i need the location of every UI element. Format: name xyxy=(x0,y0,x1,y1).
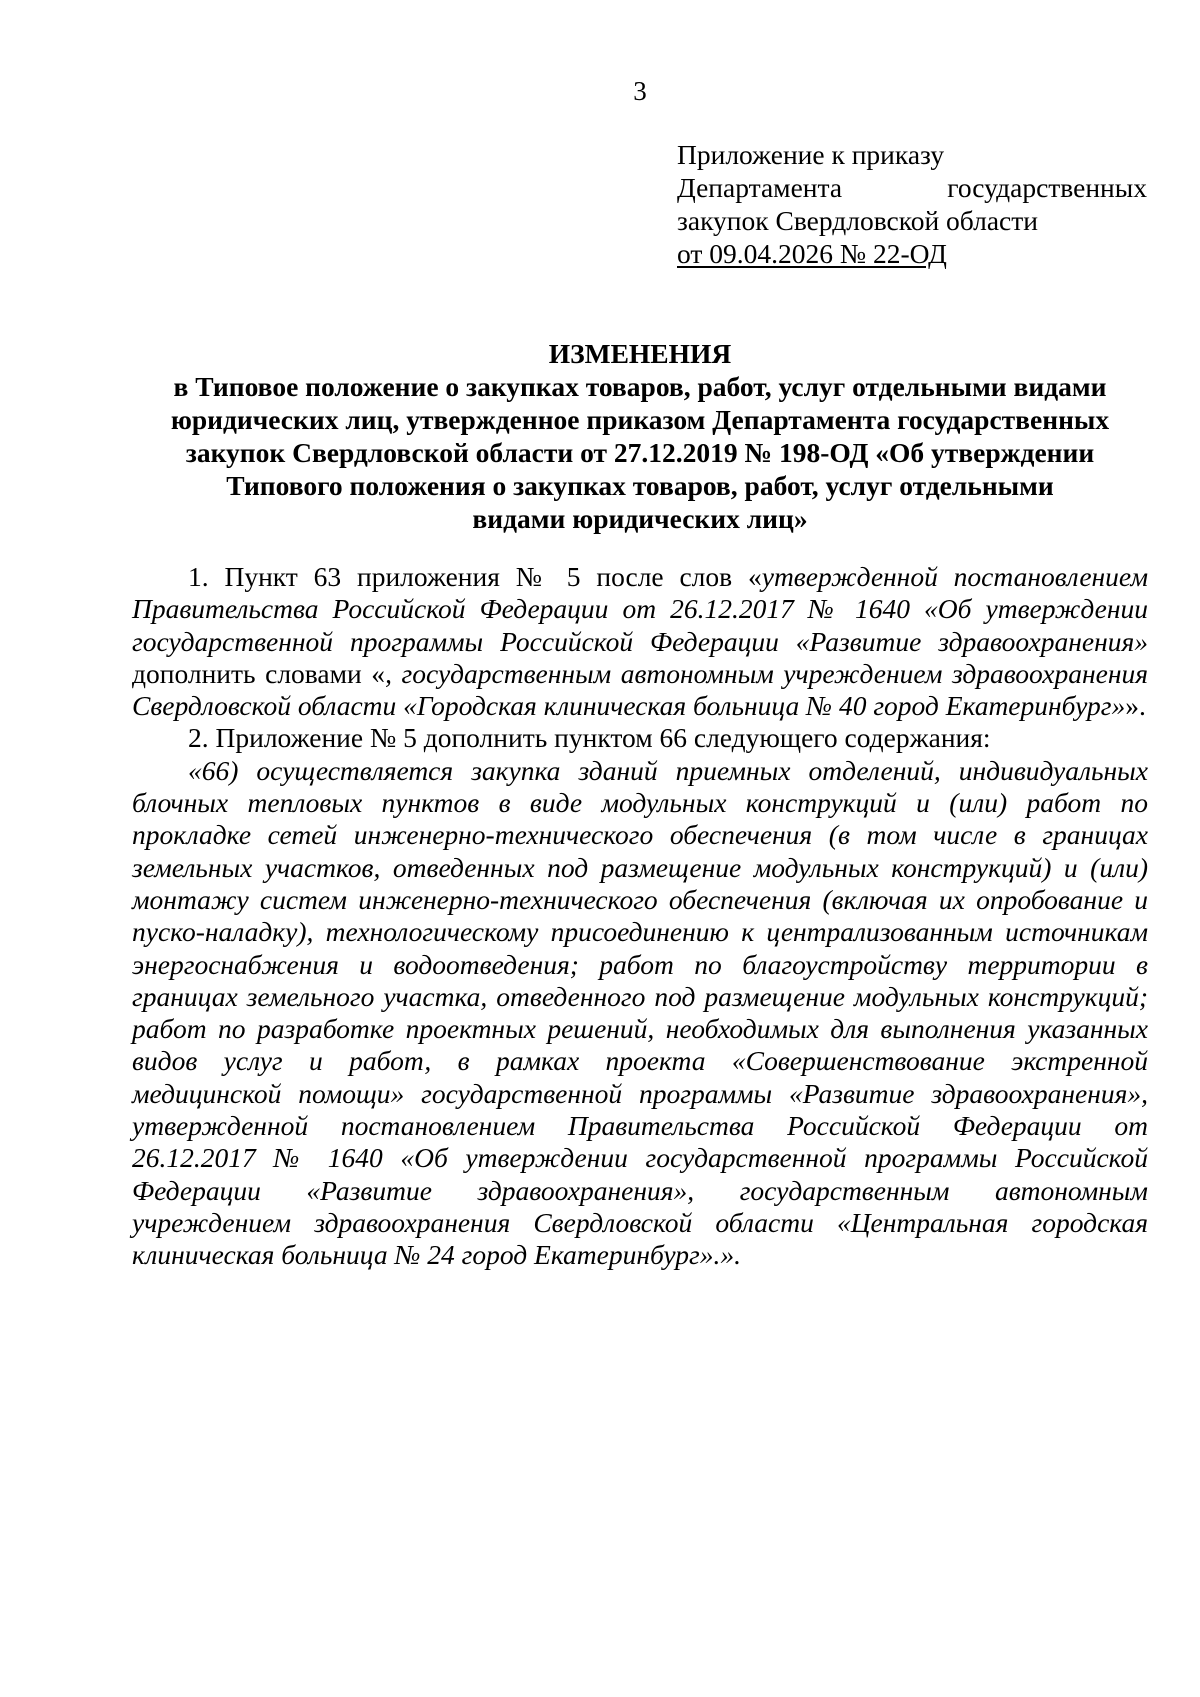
paragraph-item-66: «66) осуществляется закупка зданий приемных отделений, индивидуальных блочных тепловых пунктов в виде модульных конструкций и (или) работ по прокладке сетей инженерно-технического обеспечения (в том числе в границах земельных участков, отведенных под размещение модульных конструкций) и (или) монтажу систем инженерно-технического обеспечения (включая их опробование и пуско-наладку), технологическому присоединению к централизованным источникам энергоснабжения и водоотведения; работ по благоустройству территории в границах земельного участка, отведенного под размещение модульных конструкций; работ по разработке проектных решений, необходимых для выполнения указанных видов услуг и работ, в рамках проекта «Совершенствование экстренной медицинской помощи» государственной программы «Развитие здравоохранения», утвержденной постановлением Правительства Российской Федерации от 26.12.2017 № 1640 «Об утверждении государственной программы Российской Федерации «Развитие здравоохранения», государственным автономным учреждением здравоохранения Свердловской области «Центральная городская клиническая больница № 24 город Екатеринбург».». xyxy=(132,754,1148,1271)
title-heading: ИЗМЕНЕНИЯ xyxy=(548,338,732,369)
title-line-3: закупок Свердловской области от 27.12.2019 № 198-ОД «Об утверждении xyxy=(185,437,1095,468)
appendix-line-3: закупок Свердловской области xyxy=(677,205,1038,236)
title-line-5: видами юридических лиц» xyxy=(472,503,808,534)
item-1-end: ». xyxy=(1125,690,1146,722)
title-line-1: в Типовое положение о закупках товаров, работ, услуг отдельными видами xyxy=(173,371,1107,402)
page-number: 3 xyxy=(633,76,647,106)
item-1-middle: дополнить словами « xyxy=(132,657,386,689)
item-1-inserted-words: , государственным автономным учреждением здравоохранения Свердловской области «Городская клиническая больница № 40 город Екатеринбург» xyxy=(132,657,1148,722)
appendix-line-2: Департамента государственных xyxy=(677,172,1147,203)
appendix-line-1: Приложение к приказу xyxy=(677,139,945,170)
document-title xyxy=(130,337,1150,535)
title-line-4: Типового положения о закупках товаров, работ, услуг отдельными xyxy=(226,470,1054,501)
title-line-2: юридических лиц, утвержденное приказом Департамента государственных xyxy=(170,404,1110,435)
item-1-lead: 1. Пункт 63 приложения № 5 после слов « xyxy=(188,561,762,592)
item-1-quoted-text: утвержденной постановлением Правительства Российской Федерации от 26.12.2017 № 1640 «Об утверждении государственной программы Российской Федерации «Развитие здравоохранения» xyxy=(132,561,1148,657)
document-body xyxy=(132,561,1148,1272)
appendix-header xyxy=(677,138,1147,270)
appendix-order-reference: от 09.04.2026 № 22-ОД xyxy=(677,238,947,269)
paragraph-item-2: 2. Приложение № 5 дополнить пунктом 66 следующего содержания: xyxy=(188,722,991,754)
paragraph-item-1 xyxy=(132,561,1148,722)
